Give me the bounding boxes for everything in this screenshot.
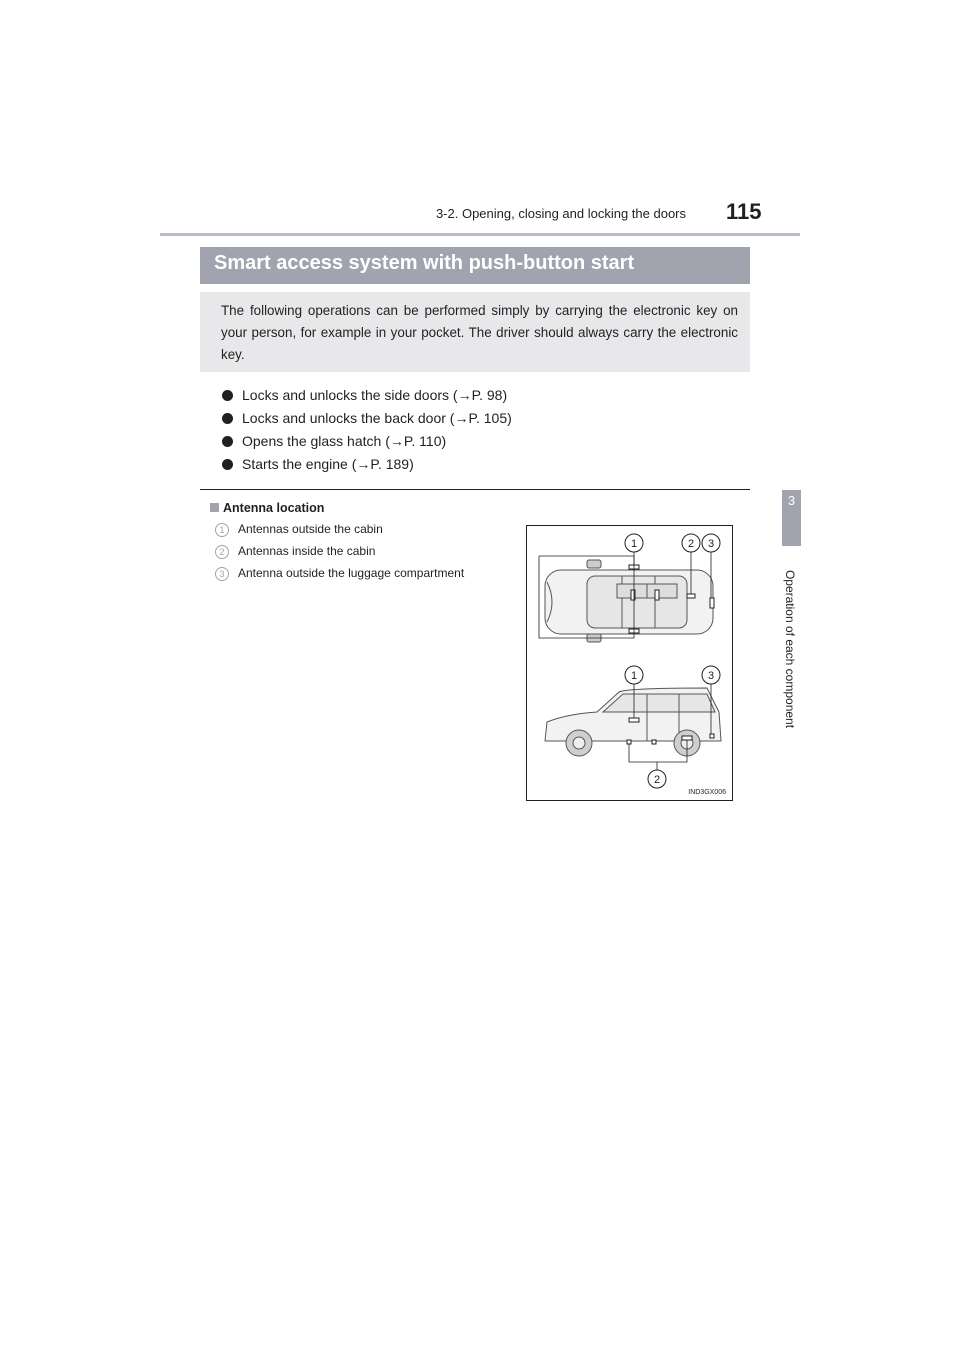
figure-code: IND3GX006: [688, 789, 726, 796]
antenna-heading: [210, 501, 324, 515]
chapter-title: Operation of each component: [783, 569, 797, 728]
bullet-icon: [222, 413, 233, 424]
list-item: [222, 453, 512, 476]
callout-2: 2: [687, 538, 695, 550]
bullet-icon: [222, 436, 233, 447]
list-item-text: Locks and unlocks the side doors (→P. 98): [242, 387, 508, 403]
bullet-icon: [222, 459, 233, 470]
antenna-heading-text: Antenna location: [223, 501, 325, 515]
section-heading: Smart access system with push-button start: [214, 252, 635, 274]
callout-1-side: 1: [630, 670, 638, 682]
page-number: 115: [726, 199, 762, 224]
bullet-icon: [222, 390, 233, 401]
section-divider: [200, 489, 750, 490]
legend-label: Antenna outside the luggage compartment: [238, 566, 465, 580]
callout-1: 1: [630, 538, 638, 550]
list-item: [222, 430, 512, 453]
vehicle-illustration: [527, 526, 732, 800]
callout-number: 1: [215, 523, 229, 537]
callout-2-side: 2: [653, 774, 661, 786]
header-rule: [160, 233, 800, 236]
intro-box: [200, 292, 750, 372]
square-bullet-icon: [210, 503, 219, 512]
list-item-text: Starts the engine (→P. 189): [242, 456, 414, 472]
antenna-location-figure: [526, 525, 733, 801]
callouts-top: [625, 534, 720, 552]
list-item-text: Locks and unlocks the back door (→P. 105): [242, 410, 512, 426]
chapter-number: 3: [787, 493, 796, 508]
list-item: [222, 407, 512, 430]
operations-list: [222, 384, 512, 476]
callout-number: 3: [215, 567, 229, 581]
callout-3-side: 3: [707, 670, 715, 682]
section-heading-bar: [200, 247, 750, 284]
list-item: [222, 384, 512, 407]
list-item-text: Opens the glass hatch (→P. 110): [242, 433, 447, 449]
legend-label: Antennas outside the cabin: [238, 522, 383, 536]
callout-number: 2: [215, 545, 229, 559]
section-title: 3-2. Opening, closing and locking the doors: [435, 206, 686, 221]
callout-3: 3: [707, 538, 715, 550]
intro-text: The following operations can be performed simply by carrying the electronic key on your person, for example in your pocket. The driver should always carry the electronic key.: [221, 303, 738, 362]
chapter-title-vertical: [760, 551, 820, 746]
legend-label: Antennas inside the cabin: [238, 544, 376, 558]
